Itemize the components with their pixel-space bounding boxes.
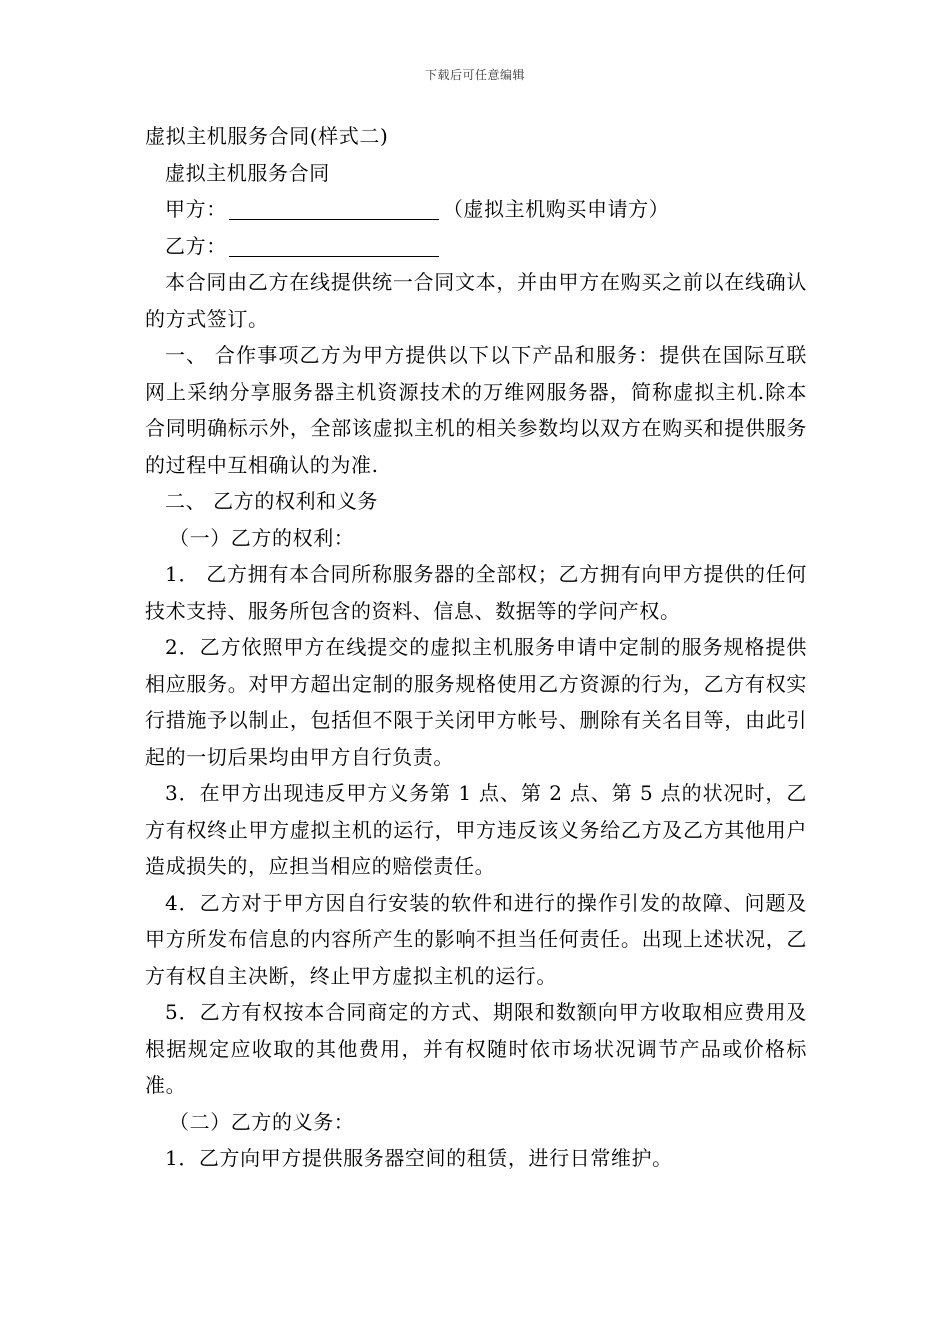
right-item-2: 2．乙方依照甲方在线提交的虚拟主机服务申请中定制的服务规格提供相应服务。对甲方超出定制的服务规格使用乙方资源的行为，乙方有权实行措施予以制止，包括但不限于关闭甲方帐号、删除有关名目等，由此引起的一切后果均由甲方自行负责。 <box>145 635 807 769</box>
document-body <box>145 118 807 1177</box>
party-a-blank <box>229 197 439 220</box>
party-a-note: （虚拟主机购买申请方） <box>442 197 670 221</box>
contract-subtitle: 虚拟主机服务合同 <box>165 160 330 185</box>
right-item-4: 4．乙方对于甲方因自行安装的软件和进行的操作引发的故障、问题及甲方所发布信息的内容所产生的影响不担当任何责任。出现上述状况，乙方有权自主决断，终止甲方虚拟主机的运行。 <box>145 890 807 988</box>
document-title: 虚拟主机服务合同(样式二) <box>145 124 389 148</box>
right-item-5: 5．乙方有权按本合同商定的方式、期限和数额向甲方收取相应费用及根据规定应收取的其他费用，并有权随时依市场状况调节产品或价格标准。 <box>145 1000 807 1097</box>
right-item-3: 3．在甲方出现违反甲方义务第 1 点、第 2 点、第 5 点的状况时，乙方有权终止甲方虚拟主机的运行，甲方违反该义务给乙方及乙方其他用户造成损失的，应担当相应的赔偿责任。 <box>145 781 807 878</box>
party-b-line <box>145 228 807 265</box>
party-a-line <box>145 191 807 228</box>
party-b-blank <box>229 234 439 257</box>
subsection-rights-heading: （一）乙方的权利： <box>169 525 355 550</box>
intro-paragraph: 本合同由乙方在线提供统一合同文本，并由甲方在购买之前以在线确认的方式签订。 <box>145 270 807 331</box>
right-item-1: 1． 乙方拥有本合同所称服务器的全部权；乙方拥有向甲方提供的任何技术支持、服务所包含的资料、信息、数据等的学问产权。 <box>145 562 807 623</box>
party-b-label: 乙方： <box>165 233 227 258</box>
section-1-paragraph: 一、 合作事项乙方为甲方提供以下以下产品和服务：提供在国际互联网上采纳分享服务器主机资源技术的万维网服务器，简称虚拟主机.除本合同明确标示外，全部该虚拟主机的相关参数均以双方在购买和提供服务的过程中互相确认的为准. <box>145 343 807 477</box>
obligation-item-1: 1．乙方向甲方提供服务器空间的租赁，进行日常维护。 <box>165 1146 673 1170</box>
section-2-heading: 二、 乙方的权利和义务 <box>165 489 378 513</box>
subsection-obligations-heading: （二）乙方的义务： <box>169 1109 355 1134</box>
party-a-label: 甲方： <box>165 197 227 221</box>
page-header-note: 下载后可任意编辑 <box>424 68 525 82</box>
